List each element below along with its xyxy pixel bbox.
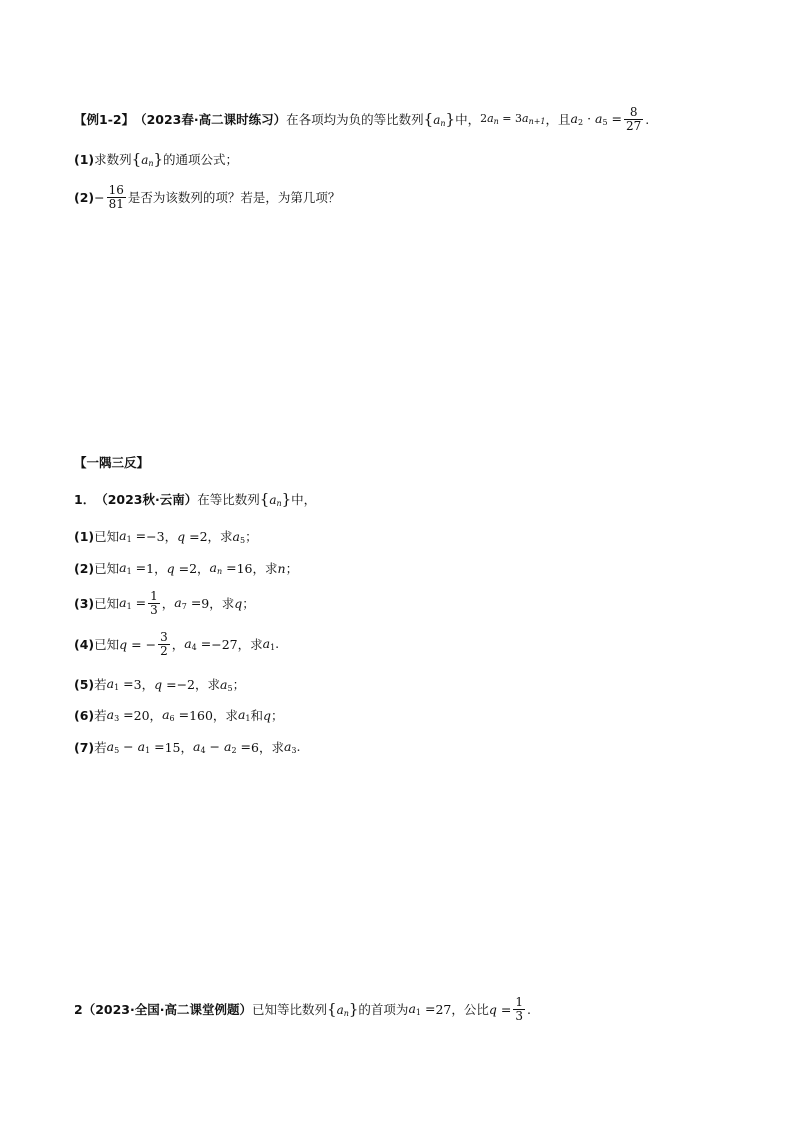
example-text-2: 中， [455,112,481,128]
example-text-1: 在各项均为负的等比数列 [286,112,424,128]
part-text: 求数列 [94,152,132,167]
part-text: 是否为该数列的项？若是，为第几项？ [127,190,341,206]
question-source: （2023·全国·高二课堂例题） [82,1002,252,1018]
example-header: 【例1-2】 （2023春·高二课时练习） 在各项均为负的等比数列 $\{a_n\}$ 中， $2a_n = 3a_{n+1}$ ，且 $a_2 \cdot a_5$ = $\frac{8}{27}$ . [74,105,650,133]
question-2: 2 （2023·全国·高二课堂例题） 已知等比数列 $\{a_n\}$ 的首项为 $a_1$ = 27 ，公比 q = $\frac{1}{3}$ . [74,995,531,1023]
question-number: 2 [74,1001,83,1017]
example-part-2: (2) − $\frac{16}{81}$ 是否为该数列的项？若是，为第几项？ [74,183,341,211]
question-1-item-1: (1) 已知 $a_1$ = −3 ， q = 2 ，求 $a_5$； [74,528,258,545]
product-formula: $a_2 \cdot a_5$ = [570,111,623,128]
example-source: （2023春·高二课时练习） [134,112,287,128]
question-1-item-6: (6) 若 $a_3$ = 20 ， $a_6$ = 160 ，求 $a_1$ 和 q ； [74,707,284,723]
question-1-header: 1． （2023秋·云南） 在等比数列 $\{a_n\}$ 中， [74,490,317,508]
part-fraction: $\frac{16}{81}$ [108,183,124,211]
example-tag: 【例1-2】 [74,112,135,128]
question-source: （2023秋·云南） [95,492,198,507]
question-1-item-3: (3) 已知 $a_1$ = $\frac{1}{3}$ ， $a_7$ = 9 ，求 q ； [74,589,255,617]
question-1-item-5: (5) 若 $a_1$ = 3 ， q = −2 ，求 $a_5$； [74,676,246,693]
sequence-brace: $\{a_n\}$ [423,110,456,129]
example-text-3: ，且 [545,112,571,128]
part-label: (2) [74,189,95,205]
question-1-item-7: (7) 若 $a_5 - a_1$ = 15 ， $a_4 - a_2$ = 6 ，求 $a_3$. [74,739,301,755]
question-1-item-2: (2) 已知 $a_1$ = 1 ， q = 2 ， $a_n$ = 16 ，求 n ； [74,560,299,576]
example-part-1: (1) 求数列 $\{a_n\}$ 的通项公式； [74,150,239,168]
section-title: 【一隅三反】 [74,455,150,470]
recurrence-formula: $2a_n = 3a_{n+1}$ [480,112,546,127]
part-text: 的通项公式； [163,152,239,167]
question-number: 1． [74,492,96,507]
product-fraction: $\frac{8}{27}$ [626,105,642,133]
question-1-item-4: (4) 已知 q = − $\frac{3}{2}$ ， $a_4$ = −27 ，求 $a_1$. [74,630,280,658]
part-label: (1) [74,151,95,167]
